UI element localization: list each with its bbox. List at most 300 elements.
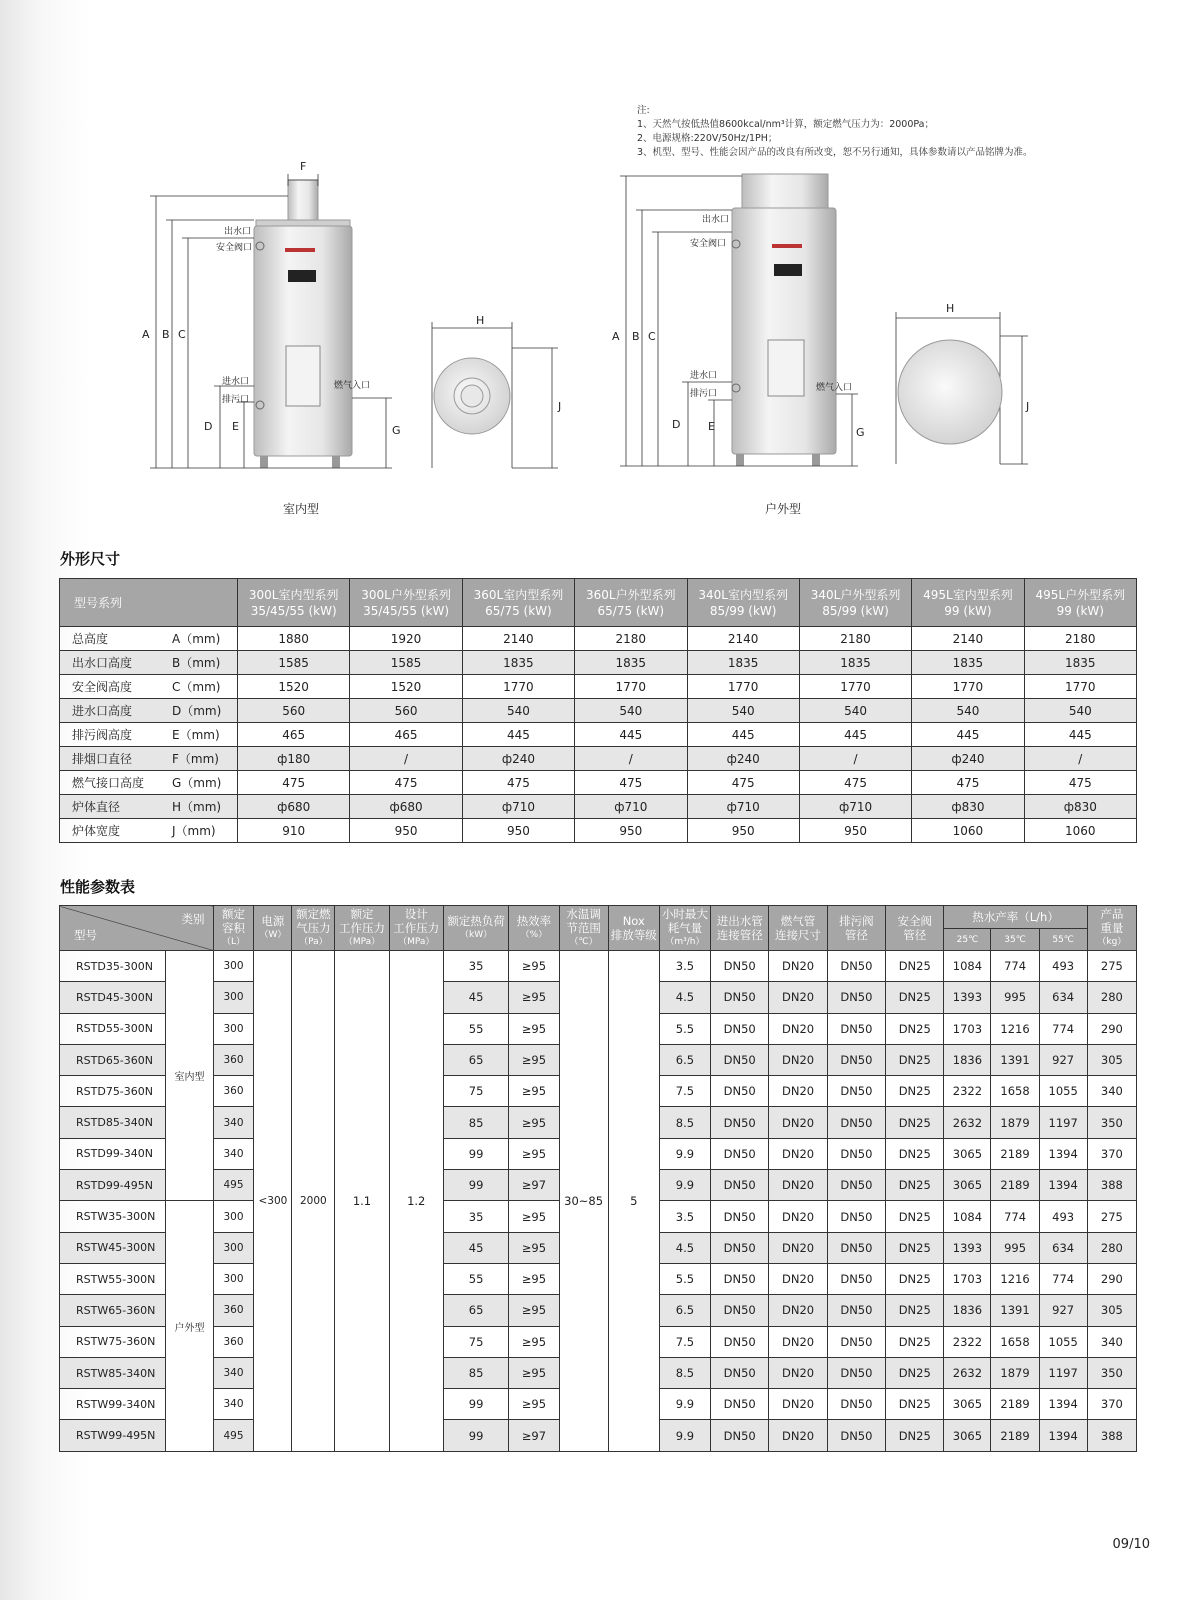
dims-cell: ф680 <box>350 795 462 819</box>
dims-cell: 1835 <box>575 651 687 675</box>
dims-cell: ф710 <box>575 795 687 819</box>
t25-cell: 3065 <box>944 1389 991 1420</box>
perf-h-nox: Nox 排放等级 <box>608 906 659 951</box>
gas-cell: 9.9 <box>659 1389 710 1420</box>
wp-cell: DN50 <box>711 1420 769 1451</box>
dims-row-label: 炉体直径 H（mm) <box>60 795 238 819</box>
gas-pressure-cell: 2000 <box>292 951 335 1452</box>
volume-cell: 360 <box>213 1326 254 1357</box>
display-panel <box>288 270 316 282</box>
perf-h-water-pipe: 进出水管 连接管径 <box>711 906 769 951</box>
dims-cell: 445 <box>912 723 1024 747</box>
dims-cell: / <box>575 747 687 771</box>
t35-cell: 1216 <box>991 1263 1039 1294</box>
dp-cell: DN50 <box>827 1138 885 1169</box>
dims-header-row <box>60 579 1137 627</box>
outdoor-top-cover <box>742 174 828 210</box>
model-cell: RSTD85-340N <box>60 1107 166 1138</box>
volume-cell: 360 <box>213 1044 254 1075</box>
efficiency-cell: ≥95 <box>509 1232 559 1263</box>
perf-h-max-gas: 小时最大 耗气量 （m³/h） <box>659 906 710 951</box>
dims-cell: 465 <box>238 723 350 747</box>
sp-cell: DN25 <box>886 1107 944 1138</box>
dims-row-label: 排烟口直径 F（mm) <box>60 747 238 771</box>
volume-cell: 340 <box>213 1357 254 1388</box>
t55-cell: 634 <box>1039 1232 1087 1263</box>
dims-table <box>59 578 1137 843</box>
wt-cell: 340 <box>1087 1076 1136 1107</box>
dims-cell: 1060 <box>1024 819 1136 843</box>
brand-logo <box>285 248 315 252</box>
wp-cell: DN50 <box>711 951 769 982</box>
dim-b-label: B <box>162 328 170 341</box>
dims-row <box>60 699 1137 723</box>
sp-cell: DN25 <box>886 1232 944 1263</box>
volume-cell: 340 <box>213 1389 254 1420</box>
dims-cell: ф710 <box>462 795 574 819</box>
model-cell: RSTD99-495N <box>60 1170 166 1201</box>
wp-cell: DN50 <box>711 1295 769 1326</box>
t35-cell: 774 <box>991 951 1039 982</box>
flue-pipe <box>288 180 318 220</box>
dims-row-label: 炉体宽度 J（mm) <box>60 819 238 843</box>
note-line: 3、机型、型号、性能会因产品的改良有所改变，恕不另行通知，具体参数请以产品铭牌为准。 <box>637 147 1033 158</box>
dims-cell: 540 <box>1024 699 1136 723</box>
dp-cell: DN50 <box>827 1389 885 1420</box>
t55-cell: 634 <box>1039 982 1087 1013</box>
volume-cell: 340 <box>213 1138 254 1169</box>
outdoor-diagram <box>612 160 1062 490</box>
dp-cell: DN50 <box>827 1170 885 1201</box>
dims-cell: 1770 <box>912 675 1024 699</box>
perf-header-row <box>60 906 1137 929</box>
t25-cell: 2632 <box>944 1357 991 1388</box>
sp-cell: DN25 <box>886 982 944 1013</box>
dims-cell: 1920 <box>350 627 462 651</box>
dims-cell: / <box>1024 747 1136 771</box>
wp-cell: DN50 <box>711 1389 769 1420</box>
wt-cell: 305 <box>1087 1044 1136 1075</box>
gas-cell: 7.5 <box>659 1076 710 1107</box>
t55-cell: 927 <box>1039 1295 1087 1326</box>
volume-cell: 495 <box>213 1170 254 1201</box>
outdoor-dim-b-label: B <box>632 330 640 343</box>
efficiency-cell: ≥95 <box>509 982 559 1013</box>
wt-cell: 370 <box>1087 1389 1136 1420</box>
dims-cell: 1835 <box>799 651 911 675</box>
perf-row <box>60 951 1137 982</box>
volume-cell: 300 <box>213 1013 254 1044</box>
t25-cell: 2632 <box>944 1107 991 1138</box>
model-cell: RSTW45-300N <box>60 1232 166 1263</box>
dims-cell: 1770 <box>1024 675 1136 699</box>
dims-col-header: 360L室内型系列 65/75 (kW) <box>462 579 574 627</box>
dims-cell: 540 <box>799 699 911 723</box>
heat-load-cell: 99 <box>443 1389 509 1420</box>
label-inlet: 进水口 <box>222 377 250 387</box>
gp-cell: DN20 <box>769 1044 827 1075</box>
gas-cell: 5.5 <box>659 1013 710 1044</box>
t35-cell: 2189 <box>991 1138 1039 1169</box>
perf-h-power: 电源 （W） <box>254 906 292 951</box>
t35-cell: 774 <box>991 1201 1039 1232</box>
perf-h-t25: 25℃ <box>944 929 991 951</box>
heat-load-cell: 55 <box>443 1013 509 1044</box>
t55-cell: 1055 <box>1039 1076 1087 1107</box>
t35-cell: 1391 <box>991 1044 1039 1075</box>
outdoor-label-inlet: 进水口 <box>690 371 718 381</box>
t35-cell: 1391 <box>991 1295 1039 1326</box>
t35-cell: 1879 <box>991 1107 1039 1138</box>
perf-h-hot-water: 热水产率（L/h） <box>944 906 1087 929</box>
perf-h-drain-pipe: 排污阀 管径 <box>827 906 885 951</box>
dims-cell: 475 <box>687 771 799 795</box>
dims-cell: 540 <box>912 699 1024 723</box>
heat-load-cell: 45 <box>443 1232 509 1263</box>
heater-body <box>254 226 352 456</box>
dims-row-label: 出水口高度 B（mm) <box>60 651 238 675</box>
dims-row <box>60 747 1137 771</box>
dims-cell: 1835 <box>462 651 574 675</box>
t55-cell: 774 <box>1039 1013 1087 1044</box>
dims-cell: 445 <box>1024 723 1136 747</box>
outdoor-label-gas: 燃气入口 <box>816 383 853 393</box>
model-cell: RSTW99-340N <box>60 1389 166 1420</box>
perf-h-work-pressure: 额定 工作压力 （MPa） <box>335 906 389 951</box>
dims-cell: ф710 <box>799 795 911 819</box>
t35-cell: 995 <box>991 1232 1039 1263</box>
perf-header-model-category: 类别 型号 <box>60 906 214 951</box>
dims-row <box>60 651 1137 675</box>
dims-cell: 2140 <box>687 627 799 651</box>
t35-cell: 1216 <box>991 1013 1039 1044</box>
heat-load-cell: 85 <box>443 1357 509 1388</box>
t25-cell: 1836 <box>944 1295 991 1326</box>
efficiency-cell: ≥97 <box>509 1420 559 1451</box>
t25-cell: 3065 <box>944 1170 991 1201</box>
dims-row <box>60 771 1137 795</box>
volume-cell: 300 <box>213 1201 254 1232</box>
model-cell: RSTD45-300N <box>60 982 166 1013</box>
dims-cell: 540 <box>687 699 799 723</box>
volume-cell: 340 <box>213 1107 254 1138</box>
t55-cell: 1197 <box>1039 1357 1087 1388</box>
dims-cell: 1585 <box>238 651 350 675</box>
gas-cell: 8.5 <box>659 1357 710 1388</box>
t25-cell: 1393 <box>944 982 991 1013</box>
dims-col-header: 300L户外型系列 35/45/55 (kW) <box>350 579 462 627</box>
gas-cell: 8.5 <box>659 1107 710 1138</box>
power-cell: <300 <box>254 951 292 1452</box>
dims-cell: / <box>799 747 911 771</box>
sp-cell: DN25 <box>886 1138 944 1169</box>
note-line: 1、天然气按低热值8600kcal/nm³计算，额定燃气压力为：2000Pa； <box>637 119 934 130</box>
outdoor-access-panel <box>768 340 804 396</box>
dims-row-label: 安全阀高度 C（mm) <box>60 675 238 699</box>
model-cell: RSTD35-300N <box>60 951 166 982</box>
wt-cell: 280 <box>1087 1232 1136 1263</box>
work-pressure-cell: 1.1 <box>335 951 389 1452</box>
dims-cell: 950 <box>350 819 462 843</box>
label-outlet: 出水口 <box>224 227 252 237</box>
dim-e-label: E <box>232 420 239 433</box>
heat-load-cell: 99 <box>443 1420 509 1451</box>
outdoor-display-panel <box>774 264 802 276</box>
efficiency-cell: ≥95 <box>509 1076 559 1107</box>
dims-cell: 1060 <box>912 819 1024 843</box>
volume-cell: 300 <box>213 1263 254 1294</box>
sp-cell: DN25 <box>886 1170 944 1201</box>
dims-cell: 2180 <box>1024 627 1136 651</box>
outdoor-label-drain: 排污口 <box>690 389 718 399</box>
perf-h-gas-pressure: 额定燃 气压力 （Pa） <box>292 906 335 951</box>
dims-cell: 475 <box>799 771 911 795</box>
gas-cell: 6.5 <box>659 1295 710 1326</box>
dp-cell: DN50 <box>827 982 885 1013</box>
wp-cell: DN50 <box>711 1201 769 1232</box>
dp-cell: DN50 <box>827 951 885 982</box>
t25-cell: 3065 <box>944 1138 991 1169</box>
wp-cell: DN50 <box>711 982 769 1013</box>
t55-cell: 1394 <box>1039 1420 1087 1451</box>
heat-load-cell: 75 <box>443 1076 509 1107</box>
t35-cell: 1879 <box>991 1357 1039 1388</box>
dp-cell: DN50 <box>827 1044 885 1075</box>
model-cell: RSTD99-340N <box>60 1138 166 1169</box>
efficiency-cell: ≥95 <box>509 1201 559 1232</box>
dims-cell: 910 <box>238 819 350 843</box>
t55-cell: 1394 <box>1039 1170 1087 1201</box>
dims-cell: ф240 <box>687 747 799 771</box>
gas-cell: 9.9 <box>659 1420 710 1451</box>
sp-cell: DN25 <box>886 1295 944 1326</box>
t55-cell: 493 <box>1039 951 1087 982</box>
dims-cell: 560 <box>238 699 350 723</box>
dims-cell: ф830 <box>912 795 1024 819</box>
dims-cell: 475 <box>575 771 687 795</box>
heat-load-cell: 75 <box>443 1326 509 1357</box>
t25-cell: 2322 <box>944 1326 991 1357</box>
dp-cell: DN50 <box>827 1357 885 1388</box>
gas-cell: 3.5 <box>659 951 710 982</box>
dims-cell: ф680 <box>238 795 350 819</box>
wt-cell: 280 <box>1087 982 1136 1013</box>
outdoor-brand-logo <box>772 244 802 248</box>
t25-cell: 1084 <box>944 951 991 982</box>
wt-cell: 350 <box>1087 1357 1136 1388</box>
model-cell: RSTW75-360N <box>60 1326 166 1357</box>
efficiency-cell: ≥97 <box>509 1170 559 1201</box>
dp-cell: DN50 <box>827 1326 885 1357</box>
dims-cell: 1835 <box>1024 651 1136 675</box>
dim-d-label: D <box>204 420 213 433</box>
dims-cell: ф240 <box>912 747 1024 771</box>
t55-cell: 1394 <box>1039 1389 1087 1420</box>
perf-h-weight: 产品 重量 （kg） <box>1087 906 1136 951</box>
efficiency-cell: ≥95 <box>509 951 559 982</box>
label-gas: 燃气入口 <box>334 381 371 391</box>
sp-cell: DN25 <box>886 1326 944 1357</box>
efficiency-cell: ≥95 <box>509 1389 559 1420</box>
wt-cell: 388 <box>1087 1420 1136 1451</box>
t55-cell: 774 <box>1039 1263 1087 1294</box>
sp-cell: DN25 <box>886 1076 944 1107</box>
sp-cell: DN25 <box>886 1201 944 1232</box>
sp-cell: DN25 <box>886 1420 944 1451</box>
dim-g-label: G <box>392 424 401 437</box>
t25-cell: 2322 <box>944 1076 991 1107</box>
dim-f-label: F <box>300 160 307 173</box>
dims-cell: 1770 <box>687 675 799 699</box>
dp-cell: DN50 <box>827 1420 885 1451</box>
access-panel <box>286 346 320 406</box>
category-indoor: 室内型 <box>166 951 213 1201</box>
dims-cell: 465 <box>350 723 462 747</box>
gas-cell: 9.9 <box>659 1170 710 1201</box>
gp-cell: DN20 <box>769 1295 827 1326</box>
outdoor-label-outlet: 出水口 <box>702 215 730 225</box>
dims-cell: 445 <box>462 723 574 747</box>
gas-cell: 4.5 <box>659 982 710 1013</box>
gp-cell: DN20 <box>769 1138 827 1169</box>
dims-cell: 1520 <box>350 675 462 699</box>
label-safety: 安全阀口 <box>216 243 253 253</box>
outdoor-label-safety: 安全阀口 <box>690 239 727 249</box>
sp-cell: DN25 <box>886 1357 944 1388</box>
outdoor-dim-h-label: H <box>946 302 955 315</box>
outdoor-dim-e-label: E <box>708 420 715 433</box>
nox-cell: 5 <box>608 951 659 1452</box>
efficiency-cell: ≥95 <box>509 1357 559 1388</box>
sp-cell: DN25 <box>886 1263 944 1294</box>
dims-cell: 1770 <box>575 675 687 699</box>
dims-row <box>60 723 1137 747</box>
gas-cell: 3.5 <box>659 1201 710 1232</box>
gp-cell: DN20 <box>769 1263 827 1294</box>
perf-h-temp-range: 水温调 节范围 （℃） <box>559 906 608 951</box>
outdoor-dim-a-label: A <box>612 330 620 343</box>
dp-cell: DN50 <box>827 1295 885 1326</box>
dims-cell: 540 <box>575 699 687 723</box>
outdoor-drawing <box>612 160 1062 490</box>
dims-col-header: 495L室内型系列 99 (kW) <box>912 579 1024 627</box>
dims-cell: 1880 <box>238 627 350 651</box>
dims-cell: 560 <box>350 699 462 723</box>
t35-cell: 1658 <box>991 1326 1039 1357</box>
dims-col-header: 495L户外型系列 99 (kW) <box>1024 579 1136 627</box>
dims-cell: 475 <box>912 771 1024 795</box>
dims-cell: 475 <box>1024 771 1136 795</box>
t25-cell: 1836 <box>944 1044 991 1075</box>
heat-load-cell: 35 <box>443 1201 509 1232</box>
perf-h-t55: 55℃ <box>1039 929 1087 951</box>
perf-h-heat-load: 额定热负荷 （kW） <box>443 906 509 951</box>
gp-cell: DN20 <box>769 1389 827 1420</box>
efficiency-cell: ≥95 <box>509 1107 559 1138</box>
dim-h-label: H <box>476 314 485 327</box>
wt-cell: 340 <box>1087 1326 1136 1357</box>
gas-cell: 9.9 <box>659 1138 710 1169</box>
dims-col-header: 300L室内型系列 35/45/55 (kW) <box>238 579 350 627</box>
dp-cell: DN50 <box>827 1263 885 1294</box>
gp-cell: DN20 <box>769 1107 827 1138</box>
t35-cell: 2189 <box>991 1420 1039 1451</box>
t25-cell: 1703 <box>944 1263 991 1294</box>
perf-h-gas-pipe: 燃气管 连接尺寸 <box>769 906 827 951</box>
dims-cell: 1520 <box>238 675 350 699</box>
t25-cell: 3065 <box>944 1420 991 1451</box>
dims-col-header: 340L室内型系列 85/99 (kW) <box>687 579 799 627</box>
volume-cell: 360 <box>213 1076 254 1107</box>
volume-cell: 360 <box>213 1295 254 1326</box>
dims-cell: 1835 <box>912 651 1024 675</box>
wp-cell: DN50 <box>711 1326 769 1357</box>
model-cell: RSTW35-300N <box>60 1201 166 1232</box>
perf-table <box>59 905 1137 1452</box>
model-cell: RSTD75-360N <box>60 1076 166 1107</box>
page-number: 09/10 <box>1112 1537 1150 1552</box>
design-pressure-cell: 1.2 <box>389 951 443 1452</box>
category-outdoor: 户外型 <box>166 1201 213 1451</box>
wp-cell: DN50 <box>711 1232 769 1263</box>
perf-h-volume: 额定 容积 （L） <box>213 906 254 951</box>
model-cell: RSTD65-360N <box>60 1044 166 1075</box>
gas-cell: 6.5 <box>659 1044 710 1075</box>
gas-cell: 5.5 <box>659 1263 710 1294</box>
dp-cell: DN50 <box>827 1013 885 1044</box>
dims-cell: 2140 <box>912 627 1024 651</box>
gp-cell: DN20 <box>769 1232 827 1263</box>
sp-cell: DN25 <box>886 1013 944 1044</box>
heat-load-cell: 99 <box>443 1138 509 1169</box>
heat-load-cell: 55 <box>443 1263 509 1294</box>
heat-load-cell: 35 <box>443 951 509 982</box>
dims-cell: 1835 <box>687 651 799 675</box>
wp-cell: DN50 <box>711 1076 769 1107</box>
volume-cell: 300 <box>213 951 254 982</box>
gp-cell: DN20 <box>769 1170 827 1201</box>
indoor-caption: 室内型 <box>283 502 320 516</box>
dims-cell: 1770 <box>799 675 911 699</box>
model-cell: RSTW99-495N <box>60 1420 166 1451</box>
wp-cell: DN50 <box>711 1013 769 1044</box>
heat-load-cell: 45 <box>443 982 509 1013</box>
volume-cell: 300 <box>213 982 254 1013</box>
t25-cell: 1393 <box>944 1232 991 1263</box>
outdoor-top-view-circle <box>898 340 1002 444</box>
dims-cell: ф830 <box>1024 795 1136 819</box>
heat-load-cell: 65 <box>443 1295 509 1326</box>
efficiency-cell: ≥95 <box>509 1295 559 1326</box>
gp-cell: DN20 <box>769 1357 827 1388</box>
dims-row-label: 燃气接口高度 G（mm) <box>60 771 238 795</box>
dims-row-label: 排污阀高度 E（mm) <box>60 723 238 747</box>
perf-title: 性能参数表 <box>60 878 136 896</box>
heat-load-cell: 65 <box>443 1044 509 1075</box>
t35-cell: 2189 <box>991 1170 1039 1201</box>
wt-cell: 350 <box>1087 1107 1136 1138</box>
outdoor-dim-g-label: G <box>856 426 865 439</box>
wt-cell: 305 <box>1087 1295 1136 1326</box>
perf-h-efficiency: 热效率 （%） <box>509 906 559 951</box>
wt-cell: 370 <box>1087 1138 1136 1169</box>
t35-cell: 995 <box>991 982 1039 1013</box>
wp-cell: DN50 <box>711 1357 769 1388</box>
model-cell: RSTD55-300N <box>60 1013 166 1044</box>
wp-cell: DN50 <box>711 1107 769 1138</box>
t55-cell: 493 <box>1039 1201 1087 1232</box>
gas-cell: 7.5 <box>659 1326 710 1357</box>
